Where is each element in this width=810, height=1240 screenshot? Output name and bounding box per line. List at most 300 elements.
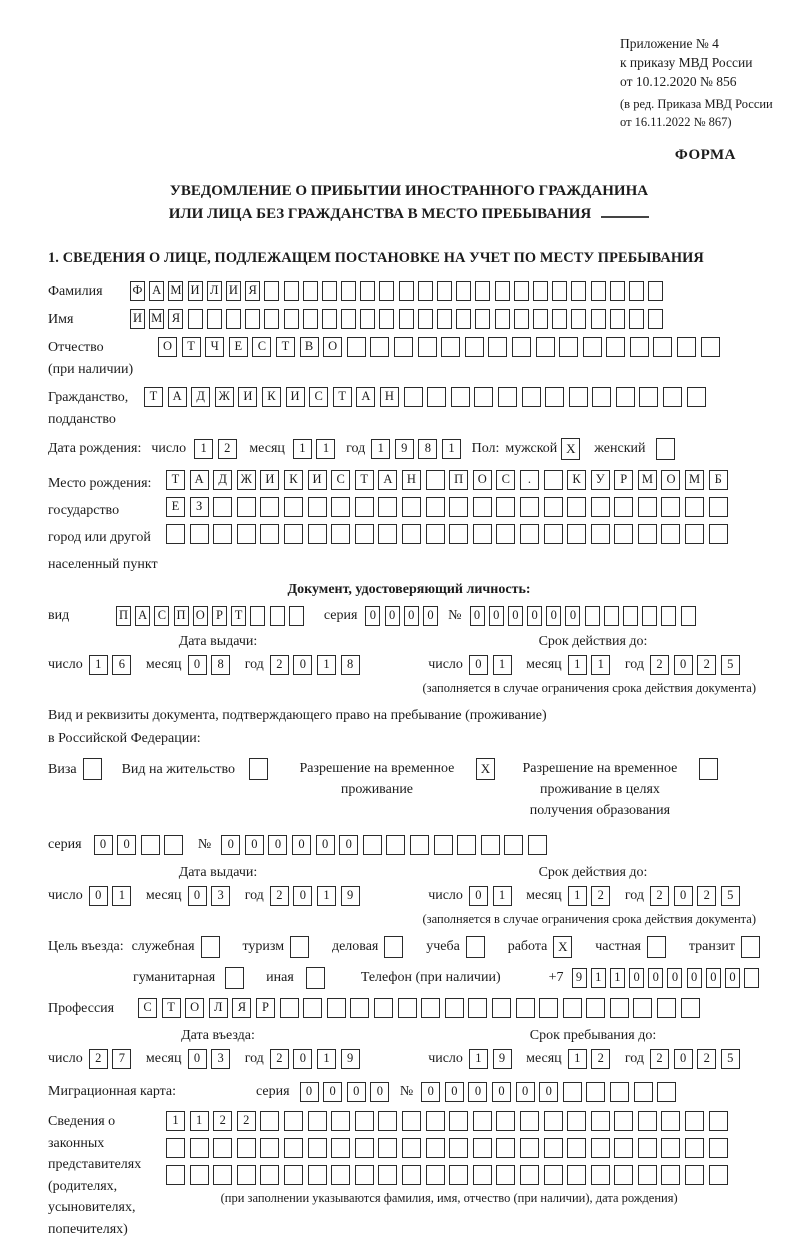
surname-row	[48, 281, 770, 303]
char-cell: 0	[339, 835, 358, 855]
day-label: число	[428, 653, 463, 677]
char-cell: О	[661, 470, 680, 490]
char-cell	[456, 281, 471, 301]
purpose-business	[332, 935, 403, 959]
char-cell	[606, 337, 625, 357]
char-cell	[709, 524, 728, 544]
purpose-label: Цель въезда:	[48, 935, 124, 959]
char-cell: 1	[166, 1111, 185, 1131]
char-cell	[404, 387, 423, 407]
char-cell	[426, 497, 445, 517]
amendment-line-2: от 16.11.2022 № 867)	[620, 113, 810, 131]
birth-year-cells	[371, 439, 465, 459]
char-cell	[264, 309, 279, 329]
char-cell	[474, 387, 493, 407]
char-cell	[552, 281, 567, 301]
char-cell	[355, 1111, 374, 1131]
valid-until-header: Срок действия до:	[428, 634, 758, 650]
option-residence-permit-label: Вид на жительство	[122, 758, 235, 782]
char-cell	[709, 1138, 728, 1158]
char-cell	[418, 309, 433, 329]
char-cell	[245, 309, 260, 329]
char-cell	[585, 606, 600, 626]
char-cell: 0	[89, 886, 108, 906]
char-cell: А	[135, 606, 150, 626]
char-cell	[516, 998, 535, 1018]
char-cell	[496, 1111, 515, 1131]
char-cell: К	[284, 470, 303, 490]
char-cell: И	[260, 470, 279, 490]
char-cell: 0	[725, 968, 740, 988]
char-cell	[360, 281, 375, 301]
char-cell	[166, 1138, 185, 1158]
char-cell	[567, 524, 586, 544]
year-label: год	[625, 1047, 644, 1071]
char-cell	[591, 524, 610, 544]
char-cell: Л	[209, 998, 228, 1018]
char-cell	[559, 337, 578, 357]
char-cell	[284, 1138, 303, 1158]
migration-card-number-cells	[421, 1082, 681, 1102]
identity-issue-date	[48, 653, 374, 677]
citizenship-row	[48, 387, 770, 431]
entry-date-headers	[48, 1028, 770, 1044]
month-label: месяц	[526, 884, 562, 908]
char-cell: Р	[212, 606, 227, 626]
entry-dates	[48, 1028, 770, 1071]
phone-label: Телефон (при наличии)	[361, 966, 501, 990]
char-cell: 0	[188, 1049, 207, 1069]
char-cell: Я	[168, 309, 183, 329]
char-cell	[378, 1165, 397, 1185]
char-cell	[629, 309, 644, 329]
representatives-label-line: (родителях,	[48, 1176, 166, 1198]
stay-doc-valid-date	[428, 884, 754, 908]
stay-doc-series-label: серия	[48, 833, 82, 857]
citizenship-label	[48, 387, 144, 431]
char-cell: 1	[317, 1049, 336, 1069]
day-label: число	[151, 437, 186, 461]
form-title-line1: УВЕДОМЛЕНИЕ О ПРИБЫТИИ ИНОСТРАННОГО ГРАЖДАНИНА	[48, 180, 770, 203]
char-cell	[350, 998, 369, 1018]
char-cell	[360, 309, 375, 329]
char-cell: 8	[211, 655, 230, 675]
char-cell	[437, 281, 452, 301]
char-cell: Я	[245, 281, 260, 301]
char-cell: А	[149, 281, 164, 301]
char-cell	[449, 1138, 468, 1158]
year-label: год	[245, 884, 264, 908]
char-cell	[378, 1138, 397, 1158]
char-cell	[475, 309, 490, 329]
char-cell	[331, 497, 350, 517]
char-cell	[687, 387, 706, 407]
char-cell	[614, 1111, 633, 1131]
char-cell	[512, 337, 531, 357]
char-cell: Ф	[130, 281, 145, 301]
char-cell	[394, 337, 413, 357]
char-cell	[591, 281, 606, 301]
char-cell	[473, 1111, 492, 1131]
char-cell	[496, 497, 515, 517]
char-cell: 0	[492, 1082, 511, 1102]
char-cell: 1	[568, 1049, 587, 1069]
char-cell	[207, 309, 222, 329]
option-visa-checkbox	[83, 758, 102, 780]
char-cell: Т	[162, 998, 181, 1018]
char-cell: 2	[270, 886, 289, 906]
char-cell: 1	[493, 655, 512, 675]
purpose-study	[426, 935, 485, 959]
char-cell	[677, 337, 696, 357]
birth-date-label: Дата рождения:	[48, 437, 141, 461]
appendix-line-1: Приложение № 4	[620, 34, 810, 53]
purpose-study-checkbox	[466, 936, 485, 958]
char-cell: Т	[166, 470, 185, 490]
char-cell	[488, 337, 507, 357]
char-cell: 5	[721, 1049, 740, 1069]
char-cell	[399, 281, 414, 301]
month-label: месяц	[146, 884, 182, 908]
char-cell	[591, 1111, 610, 1131]
char-cell	[426, 1138, 445, 1158]
option-temp-residence-education-label: Разрешение на временное проживание в целях получения образования	[511, 758, 689, 821]
stay-doc-options-row	[48, 758, 770, 821]
char-cell: Т	[276, 337, 295, 357]
char-cell	[661, 1138, 680, 1158]
char-cell: 0	[516, 1082, 535, 1102]
char-cell: .	[520, 470, 539, 490]
char-cell: Ч	[205, 337, 224, 357]
char-cell	[586, 998, 605, 1018]
char-cell	[426, 470, 445, 490]
char-cell	[520, 1165, 539, 1185]
char-cell	[539, 998, 558, 1018]
char-cell	[614, 524, 633, 544]
char-cell	[520, 497, 539, 517]
phone-cells	[572, 968, 764, 988]
char-cell: 1	[591, 655, 610, 675]
birth-month-cells	[293, 439, 340, 459]
char-cell	[473, 524, 492, 544]
char-cell: 2	[697, 1049, 716, 1069]
char-cell	[648, 281, 663, 301]
char-cell	[226, 309, 241, 329]
char-cell	[536, 337, 555, 357]
identity-issue-day-cells	[89, 655, 136, 675]
char-cell: 0	[370, 1082, 389, 1102]
char-cell	[569, 387, 588, 407]
char-cell	[402, 1138, 421, 1158]
char-cell: 9	[341, 886, 360, 906]
year-label: год	[245, 653, 264, 677]
char-cell	[701, 337, 720, 357]
char-cell: С	[154, 606, 169, 626]
char-cell	[522, 387, 541, 407]
char-cell: Т	[231, 606, 246, 626]
char-cell	[571, 309, 586, 329]
char-cell: 0	[674, 1049, 693, 1069]
char-cell: П	[174, 606, 189, 626]
identity-doc-series-cells	[365, 606, 442, 626]
char-cell	[402, 524, 421, 544]
month-label: месяц	[146, 653, 182, 677]
purpose-business-label: деловая	[332, 935, 378, 959]
forma-label: ФОРМА	[48, 147, 770, 164]
patronymic-label	[48, 337, 158, 381]
migration-card-series-label: серия	[256, 1080, 290, 1104]
char-cell: 0	[365, 606, 380, 626]
char-cell	[591, 309, 606, 329]
surname-cells	[130, 281, 667, 301]
char-cell	[355, 1138, 374, 1158]
purpose-tourism-checkbox	[290, 936, 309, 958]
patronymic-label-line1: Отчество	[48, 337, 158, 359]
option-visa-label: Виза	[48, 758, 77, 782]
representatives-row3-cells	[166, 1165, 732, 1185]
char-cell: О	[323, 337, 342, 357]
stay-doc-series-row	[48, 833, 770, 857]
char-cell	[533, 281, 548, 301]
char-cell: А	[168, 387, 187, 407]
char-cell	[544, 1165, 563, 1185]
char-cell	[213, 1138, 232, 1158]
char-cell: Н	[380, 387, 399, 407]
form-title	[48, 180, 770, 226]
char-cell	[331, 1165, 350, 1185]
birth-place-block	[48, 470, 770, 578]
char-cell: 0	[293, 886, 312, 906]
month-label: месяц	[146, 1047, 182, 1071]
char-cell: 0	[404, 606, 419, 626]
char-cell	[639, 387, 658, 407]
char-cell	[571, 281, 586, 301]
patronymic-label-line2: (при наличии)	[48, 359, 158, 381]
char-cell	[496, 1138, 515, 1158]
char-cell	[638, 1138, 657, 1158]
representatives-note: (при заполнении указываются фамилия, имя, отчество (при наличии), дата рождения)	[166, 1191, 732, 1206]
char-cell: 9	[572, 968, 587, 988]
char-cell: Я	[232, 998, 251, 1018]
char-cell	[386, 835, 405, 855]
char-cell	[456, 309, 471, 329]
char-cell: 0	[188, 655, 207, 675]
char-cell: 0	[565, 606, 580, 626]
char-cell	[638, 1111, 657, 1131]
char-cell	[303, 998, 322, 1018]
char-cell	[709, 497, 728, 517]
char-cell	[610, 281, 625, 301]
char-cell	[280, 998, 299, 1018]
char-cell	[498, 387, 517, 407]
representatives-labels	[48, 1111, 166, 1240]
char-cell	[410, 835, 429, 855]
char-cell	[237, 524, 256, 544]
stay-doc-date-headers	[48, 865, 770, 881]
purpose-transit-checkbox	[741, 936, 760, 958]
char-cell: И	[130, 309, 145, 329]
char-cell	[520, 1138, 539, 1158]
char-cell	[213, 524, 232, 544]
char-cell	[363, 835, 382, 855]
char-cell	[604, 606, 619, 626]
char-cell: К	[262, 387, 281, 407]
identity-doc-dates	[48, 634, 770, 696]
valid-until-header: Срок действия до:	[428, 865, 758, 881]
char-cell	[567, 1111, 586, 1131]
char-cell	[630, 337, 649, 357]
char-cell	[528, 835, 547, 855]
char-cell	[610, 1082, 629, 1102]
char-cell	[614, 1138, 633, 1158]
char-cell	[284, 524, 303, 544]
form-title-line2: ИЛИ ЛИЦА БЕЗ ГРАЖДАНСТВА В МЕСТО ПРЕБЫВАНИЯ	[169, 206, 591, 222]
char-cell: 0	[648, 968, 663, 988]
entry-year-cells	[270, 1049, 364, 1069]
char-cell: 1	[469, 1049, 488, 1069]
char-cell	[520, 1111, 539, 1131]
char-cell: 0	[293, 1049, 312, 1069]
char-cell	[260, 497, 279, 517]
char-cell	[237, 1138, 256, 1158]
char-cell	[237, 1165, 256, 1185]
char-cell: 0	[667, 968, 682, 988]
migration-card-row	[48, 1080, 770, 1104]
char-cell	[284, 309, 299, 329]
option-temp-residence-checkbox: X	[476, 758, 495, 780]
stay-doc-series-cells	[94, 835, 188, 855]
char-cell: М	[638, 470, 657, 490]
char-cell	[426, 1165, 445, 1185]
char-cell	[591, 1138, 610, 1158]
char-cell: 0	[421, 1082, 440, 1102]
birth-place-sublabel-state: государство	[48, 497, 166, 524]
stay-until-date	[428, 1047, 754, 1071]
char-cell: 3	[211, 1049, 230, 1069]
birth-place-row2-cells	[166, 497, 732, 517]
char-cell	[303, 281, 318, 301]
char-cell: Е	[229, 337, 248, 357]
char-cell	[341, 309, 356, 329]
month-label: месяц	[526, 1047, 562, 1071]
day-label: число	[48, 884, 83, 908]
option-temp-residence-education-checkbox	[699, 758, 718, 780]
char-cell	[481, 835, 500, 855]
char-cell	[563, 998, 582, 1018]
purpose-transit-label: транзит	[689, 935, 735, 959]
char-cell	[495, 281, 510, 301]
char-cell	[610, 309, 625, 329]
char-cell	[473, 497, 492, 517]
char-cell: 2	[650, 655, 669, 675]
char-cell	[567, 1165, 586, 1185]
char-cell: 1	[293, 439, 312, 459]
char-cell: 9	[493, 1049, 512, 1069]
char-cell	[378, 497, 397, 517]
char-cell	[426, 524, 445, 544]
char-cell	[468, 998, 487, 1018]
patronymic-cells	[158, 337, 724, 357]
char-cell	[260, 1165, 279, 1185]
purpose-humanitarian-label: гуманитарная	[133, 966, 215, 990]
char-cell: 7	[112, 1049, 131, 1069]
char-cell: П	[449, 470, 468, 490]
stay-until-header: Срок пребывания до:	[428, 1028, 758, 1044]
char-cell: 8	[341, 655, 360, 675]
stay-until-month-cells	[568, 1049, 615, 1069]
migration-card-number-label: №	[400, 1080, 413, 1104]
char-cell	[451, 387, 470, 407]
purpose-work-checkbox: X	[553, 936, 572, 958]
char-cell	[355, 497, 374, 517]
char-cell: 2	[650, 1049, 669, 1069]
char-cell	[284, 497, 303, 517]
identity-doc-date-headers	[48, 634, 770, 650]
given-name-label: Имя	[48, 309, 130, 331]
year-label: год	[245, 1047, 264, 1071]
char-cell: 0	[469, 655, 488, 675]
char-cell	[567, 1138, 586, 1158]
char-cell	[633, 998, 652, 1018]
identity-doc-kind-label: вид	[48, 604, 116, 628]
char-cell: 0	[94, 835, 113, 855]
birth-day-cells	[194, 439, 241, 459]
char-cell	[379, 309, 394, 329]
char-cell	[616, 387, 635, 407]
representatives-row2-cells	[166, 1138, 732, 1158]
representatives-cell-rows	[166, 1111, 732, 1206]
char-cell: 0	[527, 606, 542, 626]
char-cell	[355, 524, 374, 544]
char-cell: 9	[341, 1049, 360, 1069]
char-cell	[657, 1082, 676, 1102]
citizenship-label-line2: подданство	[48, 409, 144, 431]
char-cell: 0	[674, 655, 693, 675]
char-cell: С	[252, 337, 271, 357]
char-cell	[399, 309, 414, 329]
purpose-transit	[689, 935, 760, 959]
char-cell	[629, 281, 644, 301]
char-cell	[284, 281, 299, 301]
char-cell	[331, 1138, 350, 1158]
char-cell	[445, 998, 464, 1018]
char-cell: Ж	[215, 387, 234, 407]
char-cell	[190, 1138, 209, 1158]
char-cell: 0	[423, 606, 438, 626]
char-cell	[449, 524, 468, 544]
char-cell: 0	[470, 606, 485, 626]
char-cell: 0	[221, 835, 240, 855]
char-cell: 5	[721, 655, 740, 675]
char-cell: 0	[300, 1082, 319, 1102]
representatives-label-line: Сведения о	[48, 1111, 166, 1133]
stay-doc-number-cells	[221, 835, 551, 855]
identity-valid-month-cells	[568, 655, 615, 675]
purpose-row-2-phone	[133, 966, 770, 990]
char-cell: 0	[674, 886, 693, 906]
restriction-note: (заполняется в случае ограничения срока действия документа)	[48, 912, 770, 927]
char-cell: 0	[546, 606, 561, 626]
char-cell: 0	[706, 968, 721, 988]
char-cell: 2	[237, 1111, 256, 1131]
char-cell	[141, 835, 160, 855]
char-cell	[449, 497, 468, 517]
char-cell	[270, 606, 285, 626]
char-cell	[322, 281, 337, 301]
char-cell	[504, 835, 523, 855]
citizenship-cells	[144, 387, 710, 407]
citizenship-label-line1: Гражданство,	[48, 387, 144, 409]
